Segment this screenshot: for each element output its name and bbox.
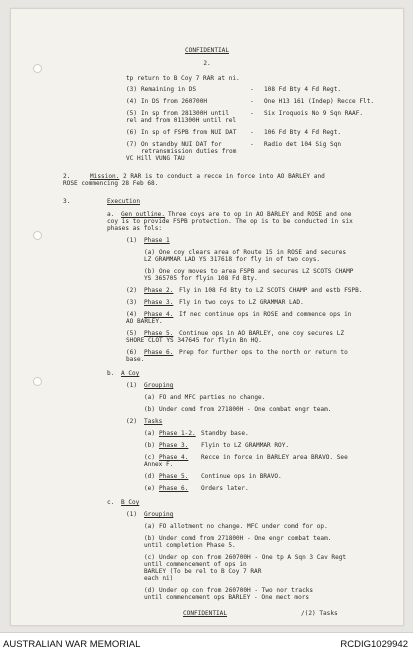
task-left: On standby NUI DAT for <box>141 141 222 148</box>
task-left: Remaining in DS <box>141 86 197 93</box>
task-dash: - <box>250 86 254 93</box>
sub-num: (1) <box>126 511 138 518</box>
task-dash: - <box>250 98 254 105</box>
header-classification: CONFIDENTIAL <box>184 47 230 54</box>
task-dash: - <box>250 129 254 136</box>
sub-num: (6) <box>126 349 138 356</box>
footer-classification: CONFIDENTIAL <box>183 610 228 617</box>
item-letter: (c) <box>144 454 156 461</box>
task-text: Continue ops in BRAVO. <box>201 473 282 480</box>
item-letter: (a) <box>144 523 156 530</box>
task-right: 106 Fd Bty 4 Fd Regt. <box>264 129 342 136</box>
task-left: In sp of FSPB from NUI DAT <box>141 129 237 136</box>
task-text: Flyin to LZ GRAMMAR ROY. <box>201 442 290 449</box>
sub-num: (1) <box>126 382 138 389</box>
item-text: YS 365705 for flyin 108 Fd Bty. <box>144 275 258 282</box>
a-coy-heading: A Coy <box>121 370 140 377</box>
task-left: In sp from 281300H until <box>141 110 230 117</box>
phase-title: Phase 5. <box>144 330 174 337</box>
task-text: Recce in force in BARLEY area BRAVO. See <box>201 454 348 461</box>
mission-text: ROSE commencing 28 Feb 68. <box>63 180 159 187</box>
item-text: FO allotment no change. MFC under comd for op. <box>159 523 328 530</box>
gen-outline-text: Three coys are to op in AO BARLEY and ROSE and one <box>168 211 352 218</box>
phase-text: Continue ops in AO BARLEY, one coy secures LZ <box>179 330 345 337</box>
task-right: Six Iroquois No 9 Sqn RAAF. <box>264 110 364 117</box>
item-text: Under comd from 271800H - One combat engr team. <box>159 406 332 413</box>
sub-num: (4) <box>126 311 138 318</box>
task-num: (6) <box>126 129 138 136</box>
task-text: Annex F. <box>144 461 174 468</box>
task-text: Standby base. <box>201 430 249 437</box>
task-left: retransmission duties from <box>141 148 237 155</box>
phase-text: AO BARLEY. <box>126 318 163 325</box>
item-text: Under comd from 271800H - One engr combat team. <box>159 535 332 542</box>
intro-line: tp return to B Coy 7 RAR at ni. <box>126 75 240 82</box>
item-text: One coy moves to area FSPB and secures LZ SCOTS CHAMP <box>159 268 354 275</box>
archive-footer-bar <box>0 632 413 655</box>
phase-text: base. <box>126 356 145 363</box>
item-text: Under op con from 260700H - One tp A Sqn 3 Cav Regt <box>159 554 347 561</box>
item-text: One coy clears area of Route 15 in ROSE and secures <box>159 249 347 256</box>
document-page <box>10 8 404 626</box>
sub-num: (1) <box>126 237 138 244</box>
phase-title: Phase 6. <box>144 349 174 356</box>
sub-num: (2) <box>126 287 138 294</box>
item-letter: (a) <box>144 430 156 437</box>
item-letter: (d) <box>144 587 156 594</box>
sub-num: (3) <box>126 299 138 306</box>
gen-outline-heading: Gen outline. <box>121 211 166 218</box>
item-text: until completion Phase 5. <box>144 542 236 549</box>
item-text: each ni) <box>144 575 174 582</box>
task-num: (7) <box>126 141 138 148</box>
mission-text: 2 RAR is to conduct a recce in force into AO BARLEY and <box>123 173 325 180</box>
para-letter: c. <box>107 499 115 506</box>
phase-title: Phase 4. <box>144 311 174 318</box>
task-right: 108 Fd Bty 4 Fd Regt. <box>264 86 342 93</box>
sub-num: (2) <box>126 418 138 425</box>
phase-title: Phase 3. <box>144 299 174 306</box>
page-number: 2. <box>203 60 211 67</box>
item-text: until commencement of ops in <box>144 561 247 568</box>
task-left: VC Hill VUNG TAU <box>126 155 185 162</box>
para-letter: b. <box>107 370 115 377</box>
phase-title: Phase 1 <box>144 237 170 244</box>
phase-title: Phase 2. <box>144 287 174 294</box>
grouping-title: Grouping <box>144 382 174 389</box>
task-left: In DS from 260700H <box>141 98 208 105</box>
item-text: LZ GRAMMAR LAD YS 317618 for fly in of two coys. <box>144 256 321 263</box>
tasks-title: Tasks <box>144 418 163 425</box>
phase-text: Fly in two coys to LZ GRAMMAR LAD. <box>179 299 304 306</box>
task-num: (3) <box>126 86 138 93</box>
task-left: rel and from 011300H until rel <box>126 117 237 124</box>
item-letter: (b) <box>144 442 156 449</box>
task-phase: Phase 1-2. <box>159 430 196 437</box>
task-num: (5) <box>126 110 138 117</box>
item-letter: (c) <box>144 554 156 561</box>
item-letter: (b) <box>144 535 156 542</box>
item-text: BARLEY (To be rel to B Coy 7 RAR <box>144 568 262 575</box>
item-letter: (d) <box>144 473 156 480</box>
task-num: (4) <box>126 98 138 105</box>
gen-outline-text: phases as fols: <box>107 225 163 232</box>
item-letter: (b) <box>144 406 156 413</box>
phase-text: Fly in 108 Fd Bty to LZ SCOTS CHAMP and estb FSPB. <box>179 287 363 294</box>
task-text: Orders later. <box>201 485 249 492</box>
grouping-title: Grouping <box>144 511 174 518</box>
item-letter: (a) <box>144 394 156 401</box>
sub-num: (5) <box>126 330 138 337</box>
execution-heading: Execution <box>107 198 141 205</box>
task-phase: Phase 3. <box>159 442 189 449</box>
phase-text: SHORE CLOT YS 347645 for flyin Bn HQ. <box>126 337 262 344</box>
punch-hole <box>33 377 42 386</box>
item-letter: (a) <box>144 249 156 256</box>
task-phase: Phase 6. <box>159 485 189 492</box>
mission-num: 2. <box>63 173 71 180</box>
mission-heading: Mission. <box>90 173 120 180</box>
item-text: Under op con from 260700H - Two nor tracks <box>159 587 314 594</box>
archive-reference: RCDIG1029942 <box>340 639 408 650</box>
item-text: until commencement ops BARLEY - One mect mors <box>144 594 310 601</box>
b-coy-heading: B Coy <box>121 499 140 506</box>
para-letter: a. <box>107 211 115 218</box>
task-phase: Phase 4. <box>159 454 189 461</box>
archive-institution: AUSTRALIAN WAR MEMORIAL <box>3 639 141 650</box>
phase-text: If nec continue ops in ROSE and commence ops in <box>179 311 352 318</box>
task-dash: - <box>250 110 254 117</box>
task-phase: Phase 5. <box>159 473 189 480</box>
phase-text: Prep for further ops to the north or return to <box>179 349 348 356</box>
execution-num: 3. <box>63 198 71 205</box>
task-dash: - <box>250 141 254 148</box>
continuation-note: /(2) Tasks <box>301 610 338 617</box>
item-letter: (b) <box>144 268 156 275</box>
gen-outline-text: coy is to provide FSPB protection. The op is to be conducted in six <box>107 218 353 225</box>
item-text: FO and MFC parties no change. <box>159 394 266 401</box>
task-right: Radio det 104 Sig Sqn <box>264 141 342 148</box>
punch-hole <box>33 231 42 240</box>
task-right: One H13 161 (Indep) Recce Flt. <box>264 98 375 105</box>
item-letter: (e) <box>144 485 156 492</box>
